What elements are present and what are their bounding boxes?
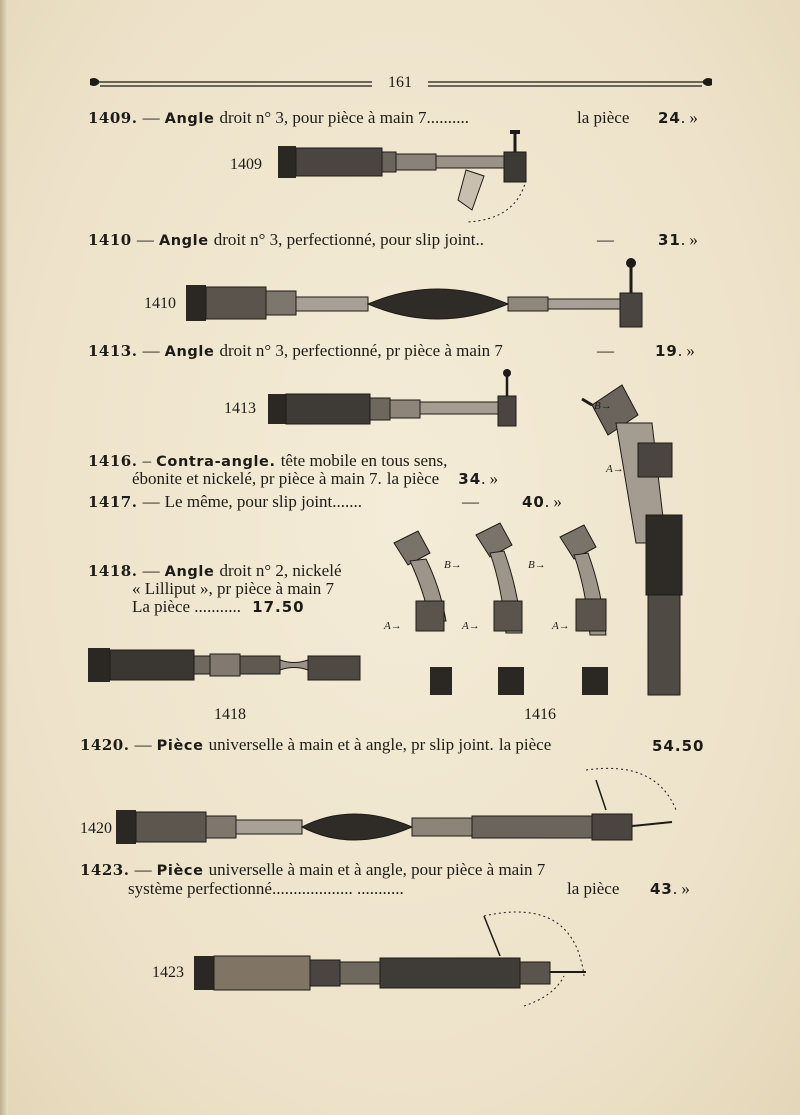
entry-number: 1409. — [88, 109, 138, 127]
entry-price: 54.50 — [652, 737, 705, 755]
figure-1416-contra-angle-group — [370, 365, 700, 705]
marker-b-large: B→ — [594, 400, 612, 412]
entry-description-3: La pièce ........... — [132, 597, 242, 616]
entry-description-2: « Lilliput », pr pièce à main 7 — [132, 579, 335, 598]
entry-name: Pièce — [156, 863, 204, 879]
entry-dash: – — [142, 451, 152, 470]
entry-1417 — [88, 492, 362, 512]
entry-name: Contra-angle. — [156, 454, 276, 470]
figure-label-1423: 1423 — [152, 964, 184, 981]
entry-price-1423 — [650, 879, 690, 899]
entry-price: 19 — [655, 342, 678, 360]
entry-description: droit n° 3, perfectionné, pr pièce à main 7 — [219, 341, 503, 360]
entry-price: 40 — [522, 493, 545, 511]
entry-number: 1420. — [80, 736, 130, 754]
entry-1418-price-line — [132, 597, 305, 617]
entry-number: 1413. — [88, 342, 138, 360]
entry-1423 — [80, 860, 545, 880]
entry-description: universelle à main et à angle, pr slip joint. — [208, 735, 494, 754]
entry-1410 — [88, 230, 484, 250]
entry-description: universelle à main et à angle, pour pièce à main 7 — [208, 860, 546, 879]
figure-label-1410: 1410 — [144, 295, 176, 312]
marker-a-small-3: A→ — [552, 620, 570, 632]
entry-dash: — — [134, 860, 152, 879]
entry-1420 — [80, 735, 551, 755]
figure-label-1416: 1416 — [524, 706, 556, 723]
entry-dash: — — [142, 108, 160, 127]
entry-description: tête mobile en tous sens, — [280, 451, 448, 470]
entry-name: Angle — [164, 111, 215, 127]
entry-number: 1418. — [88, 562, 138, 580]
marker-a-small-2: A→ — [462, 620, 480, 632]
figure-1423-universal-handpiece — [194, 906, 614, 1016]
entry-price-suffix: . » — [544, 492, 562, 511]
figure-1409-angle-handpiece — [276, 130, 546, 230]
figure-1418-angle-handpiece — [86, 642, 366, 692]
entry-unit: la pièce — [567, 879, 620, 898]
entry-number: 1416. — [88, 452, 138, 470]
entry-name: Angle — [164, 344, 215, 360]
entry-description: droit n° 3, pour pièce à main 7.......... — [219, 108, 469, 127]
entry-price: 34 — [458, 470, 482, 488]
entry-price-suffix: . » — [680, 108, 698, 127]
entry-unit: — — [597, 341, 614, 360]
entry-unit: la pièce — [386, 469, 440, 488]
entry-price-1410 — [658, 230, 698, 250]
entry-price-suffix: . » — [677, 341, 695, 360]
entry-unit: — — [462, 492, 479, 511]
entry-unit: la pièce — [498, 735, 552, 754]
entry-price-1413 — [655, 341, 695, 361]
entry-price-suffix: . » — [672, 879, 690, 898]
entry-unit: la pièce — [577, 108, 630, 127]
entry-description: droit n° 2, nickelé — [219, 561, 342, 580]
entry-price-suffix: . » — [481, 469, 499, 488]
entry-price: 31 — [658, 231, 681, 249]
figure-label-1413: 1413 — [224, 400, 256, 417]
entry-price: 24 — [658, 109, 681, 127]
marker-a-small-1: A→ — [384, 620, 402, 632]
entry-description-2: système perfectionné................... ........... — [128, 879, 404, 898]
entry-number: 1423. — [80, 861, 130, 879]
entry-dash: — — [134, 735, 152, 754]
page-spine-shadow — [0, 0, 8, 1115]
marker-a-large: A→ — [606, 463, 624, 475]
entry-1418 — [88, 561, 342, 581]
figure-1410-angle-handpiece — [184, 255, 654, 335]
marker-b-small-1: B→ — [444, 559, 462, 571]
entry-price-suffix: . » — [680, 230, 698, 249]
entry-price-1409 — [658, 108, 698, 128]
entry-unit: — — [597, 230, 614, 249]
figure-1420-universal-handpiece — [116, 760, 686, 850]
entry-description-2: ébonite et nickelé, pr pièce à main 7. — [132, 469, 382, 488]
figure-label-1409: 1409 — [230, 156, 262, 173]
entry-dash: — — [142, 341, 160, 360]
entry-1409 — [88, 108, 469, 128]
entry-price: 17.50 — [252, 598, 305, 616]
entry-dash: — — [142, 561, 160, 580]
entry-1413 — [88, 341, 503, 361]
entry-name: Pièce — [156, 738, 204, 754]
entry-description: Le même, pour slip joint....... — [164, 492, 363, 511]
entry-dash: — — [136, 230, 154, 249]
entry-dash: — — [142, 492, 160, 511]
entry-name: Angle — [164, 564, 215, 580]
figure-label-1420: 1420 — [80, 820, 112, 837]
entry-description: droit n° 3, perfectionné, pour slip joint.. — [213, 230, 485, 249]
entry-name: Angle — [158, 233, 209, 249]
marker-b-small-2: B→ — [528, 559, 546, 571]
entry-number: 1417. — [88, 493, 138, 511]
figure-label-1418: 1418 — [214, 706, 246, 723]
entry-price: 43 — [650, 880, 673, 898]
entry-number: 1410 — [88, 231, 132, 249]
page-number: 161 — [388, 74, 412, 91]
